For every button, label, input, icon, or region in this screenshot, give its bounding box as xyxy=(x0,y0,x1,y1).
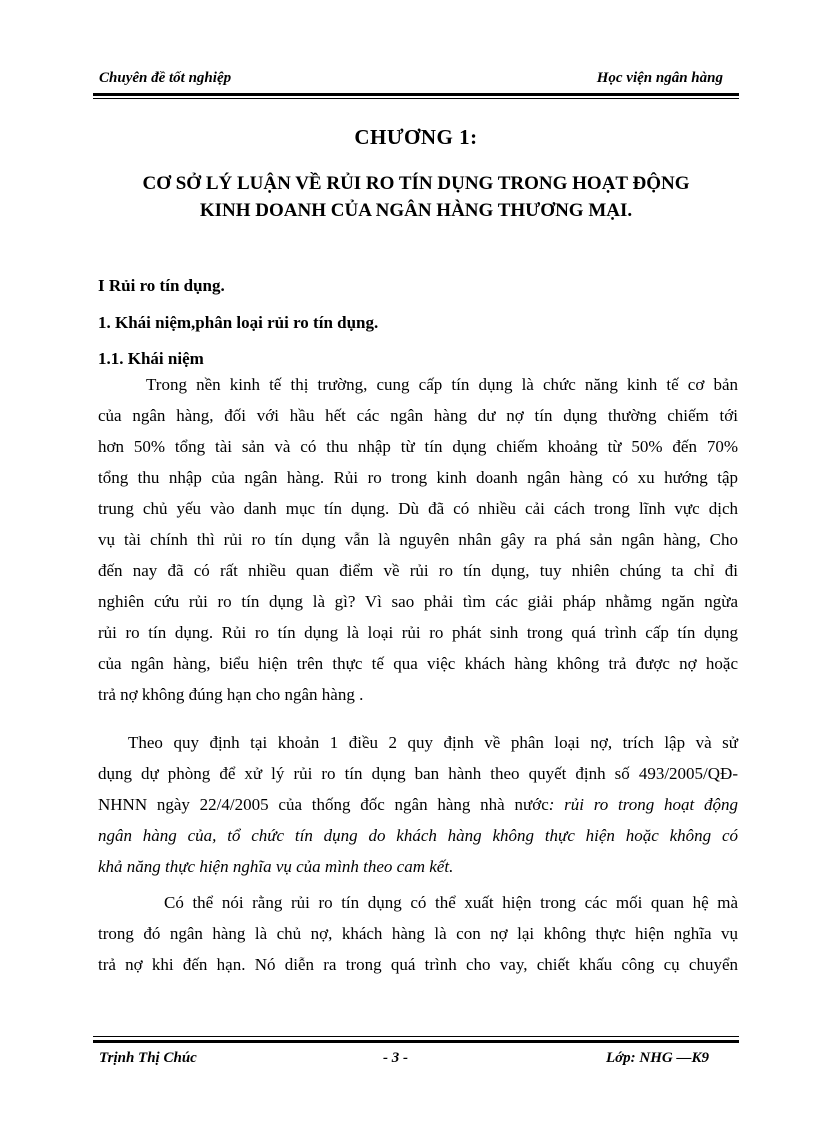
page-header xyxy=(93,70,739,90)
text-line: trả nợ khi đến hạn. Nó diễn ra trong quá trình cho vay, chiết khấu công cụ chuyển xyxy=(98,955,738,974)
text-line: đến nay đã có rất nhiều quan điểm về rủi ro tín dụng, tuy nhiên chúng ta chỉ đi xyxy=(98,561,738,580)
text-line: Có thể nói rằng rủi ro tín dụng có thể xuất hiện trong các mối quan hệ mà xyxy=(164,893,738,912)
text-line: hơn 50% tổng tài sản và có thu nhập từ tín dụng chiếm khoảng từ 50% đến 70% xyxy=(98,437,738,456)
subtitle-line: CƠ SỞ LÝ LUẬN VỀ RỦI RO TÍN DỤNG TRONG HOẠT ĐỘNG xyxy=(142,173,690,194)
text-line: trong đó ngân hàng là chủ nợ, khách hàng là con nợ lại không thực hiện nghĩa vụ xyxy=(98,924,738,943)
text-line: của ngân hàng, biểu hiện trên thực tế qua việc khách hàng không trả được nợ hoặc xyxy=(98,654,738,673)
paragraph-2 xyxy=(98,727,738,882)
text-line: nghiên cứu rủi ro tín dụng là gì? Vì sao phải tìm các giải pháp nhằmg ngăn ngừa xyxy=(98,592,738,611)
header-left-text: Chuyên đề tốt nghiệp xyxy=(99,70,232,86)
subsubsection-heading: 1.1. Khái niệm xyxy=(98,349,204,368)
text-line: rủi ro tín dụng. Rủi ro tín dụng là loại rủi ro phát sinh trong quá trình cấp tín dụng xyxy=(98,623,738,642)
footer-class: Lớp: NHG —K9 xyxy=(605,1050,709,1066)
page-number: - 3 - xyxy=(383,1050,408,1066)
text-line: vụ tài chính thì rủi ro tín dụng vẫn là nguyên nhân gây ra phá sản ngân hàng, Cho xyxy=(98,530,738,549)
text-line: trung chủ yếu vào danh mục tín dụng. Dù đã có nhiều cải cách trong lĩnh vực dịch xyxy=(98,499,738,518)
header-rule-thin xyxy=(93,98,739,99)
page-footer xyxy=(93,1050,739,1070)
text-line: Trong nền kinh tế thị trường, cung cấp tín dụng là chức năng kinh tế cơ bản xyxy=(146,375,738,394)
paragraph-1 xyxy=(98,369,738,710)
text-italic: : rủi ro trong hoạt động xyxy=(548,795,738,814)
chapter-title: CHƯƠNG 1: xyxy=(354,125,478,149)
footer-rule-thin xyxy=(93,1036,739,1037)
footer-author: Trịnh Thị Chúc xyxy=(99,1050,197,1066)
text-line: dụng dự phòng để xử lý rủi ro tín dụng ban hành theo quyết định số 493/2005/QĐ- xyxy=(98,764,738,783)
text-line: của ngân hàng, đối với hầu hết các ngân hàng dư nợ tín dụng thường chiếm tới xyxy=(98,406,738,425)
text-line: khả năng thực hiện nghĩa vụ của mình theo cam kết. xyxy=(98,857,454,876)
chapter-subtitle xyxy=(93,170,739,224)
text-normal: NHNN ngày 22/4/2005 của thống đốc ngân hàng nhà nước xyxy=(98,795,549,814)
footer-rule-thick xyxy=(93,1040,739,1043)
section-heading: I Rủi ro tín dụng. xyxy=(98,276,225,295)
text-line: ngân hàng của, tổ chức tín dụng do khách hàng không thực hiện hoặc không có xyxy=(98,826,738,845)
text-line: Theo quy định tại khoản 1 điều 2 quy định về phân loại nợ, trích lập và sử xyxy=(128,733,738,752)
header-right-text: Học viện ngân hàng xyxy=(596,70,723,86)
text-line: tổng thu nhập của ngân hàng. Rủi ro trong kinh doanh ngân hàng có xu hướng tập xyxy=(98,468,738,487)
subtitle-line: KINH DOANH CỦA NGÂN HÀNG THƯƠNG MẠI. xyxy=(199,200,633,221)
header-rule-thick xyxy=(93,93,739,96)
text-line xyxy=(98,789,738,820)
text-line: trả nợ không đúng hạn cho ngân hàng . xyxy=(98,685,364,704)
subsection-heading: 1. Khái niệm,phân loại rủi ro tín dụng. xyxy=(98,313,379,332)
paragraph-3 xyxy=(98,887,738,980)
